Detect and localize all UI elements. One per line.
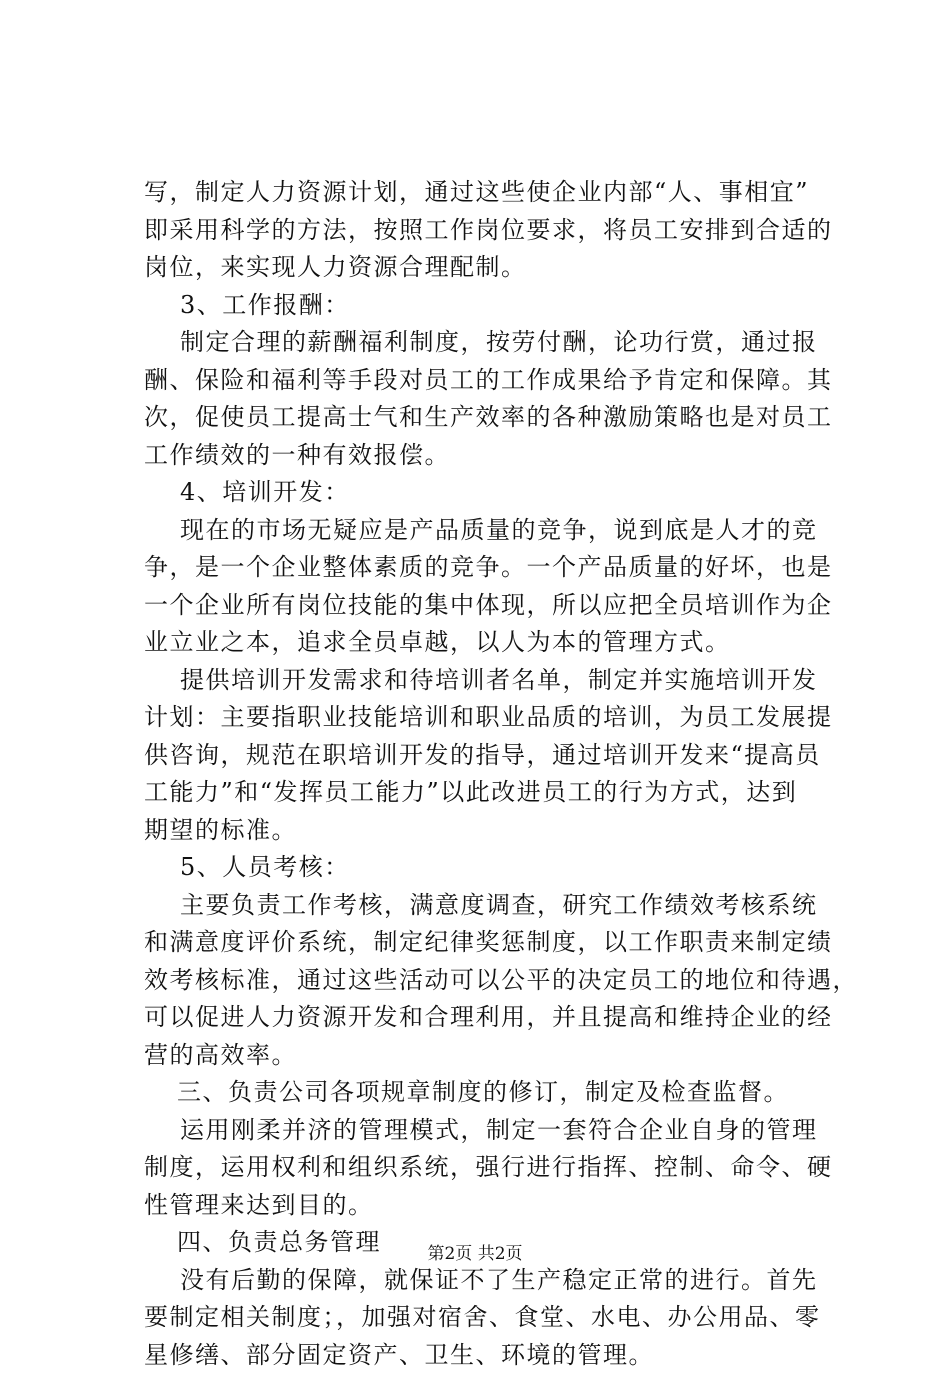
text-line: 性管理来达到目的。: [144, 1187, 830, 1225]
text-line: 制定合理的薪酬福利制度，按劳付酬，论功行赏，通过报: [144, 324, 830, 362]
text-line: 期望的标准。: [144, 812, 830, 850]
text-line: 和满意度评价系统，制定纪律奖惩制度，以工作职责来制定绩: [144, 924, 830, 962]
text-line: 运用刚柔并济的管理模式，制定一套符合企业自身的管理: [144, 1112, 830, 1150]
section-heading: 3、工作报酬：: [144, 287, 830, 325]
text-line: 即采用科学的方法，按照工作岗位要求，将员工安排到合适的: [144, 212, 830, 250]
document-body: [144, 174, 830, 1374]
text-line: 主要负责工作考核，满意度调查，研究工作绩效考核系统: [144, 887, 830, 925]
text-line: 现在的市场无疑应是产品质量的竞争，说到底是人才的竞: [144, 512, 830, 550]
text-line: 写，制定人力资源计划，通过这些使企业内部“人、事相宜”: [144, 174, 830, 212]
text-line: 要制定相关制度；，加强对宿舍、食堂、水电、办公用品、零: [144, 1299, 830, 1337]
text-line: 制度，运用权利和组织系统，强行进行指挥、控制、命令、硬: [144, 1149, 830, 1187]
section-heading: 4、培训开发：: [144, 474, 830, 512]
text-line: 岗位，来实现人力资源合理配制。: [144, 249, 830, 287]
text-line: 星修缮、部分固定资产、卫生、环境的管理。: [144, 1337, 830, 1374]
text-line: 酬、保险和福利等手段对员工的工作成果给予肯定和保障。其: [144, 362, 830, 400]
section-heading: 四、负责总务管理: [144, 1224, 830, 1262]
section-heading: 5、人员考核：: [144, 849, 830, 887]
text-line: 争，是一个企业整体素质的竞争。一个产品质量的好坏，也是: [144, 549, 830, 587]
text-line: 供咨询，规范在职培训开发的指导，通过培训开发来“提高员: [144, 737, 830, 775]
text-line: 工能力”和“发挥员工能力”以此改进员工的行为方式，达到: [144, 774, 830, 812]
text-line: 一个企业所有岗位技能的集中体现，所以应把全员培训作为企: [144, 587, 830, 625]
text-line: 可以促进人力资源开发和合理利用，并且提高和维持企业的经: [144, 999, 830, 1037]
text-line: 次，促使员工提高士气和生产效率的各种激励策略也是对员工: [144, 399, 830, 437]
text-line: 提供培训开发需求和待培训者名单，制定并实施培训开发: [144, 662, 830, 700]
section-heading: 三、负责公司各项规章制度的修订，制定及检查监督。: [144, 1074, 830, 1112]
text-line: 工作绩效的一种有效报偿。: [144, 437, 830, 475]
text-line: 计划：主要指职业技能培训和职业品质的培训，为员工发展提: [144, 699, 830, 737]
text-line: 营的高效率。: [144, 1037, 830, 1075]
page-number-footer: 第2页 共2页: [0, 1243, 950, 1265]
text-line: 没有后勤的保障，就保证不了生产稳定正常的进行。首先: [144, 1262, 830, 1300]
text-line: 业立业之本，追求全员卓越，以人为本的管理方式。: [144, 624, 830, 662]
text-line: 效考核标准，通过这些活动可以公平的决定员工的地位和待遇，: [144, 962, 830, 1000]
